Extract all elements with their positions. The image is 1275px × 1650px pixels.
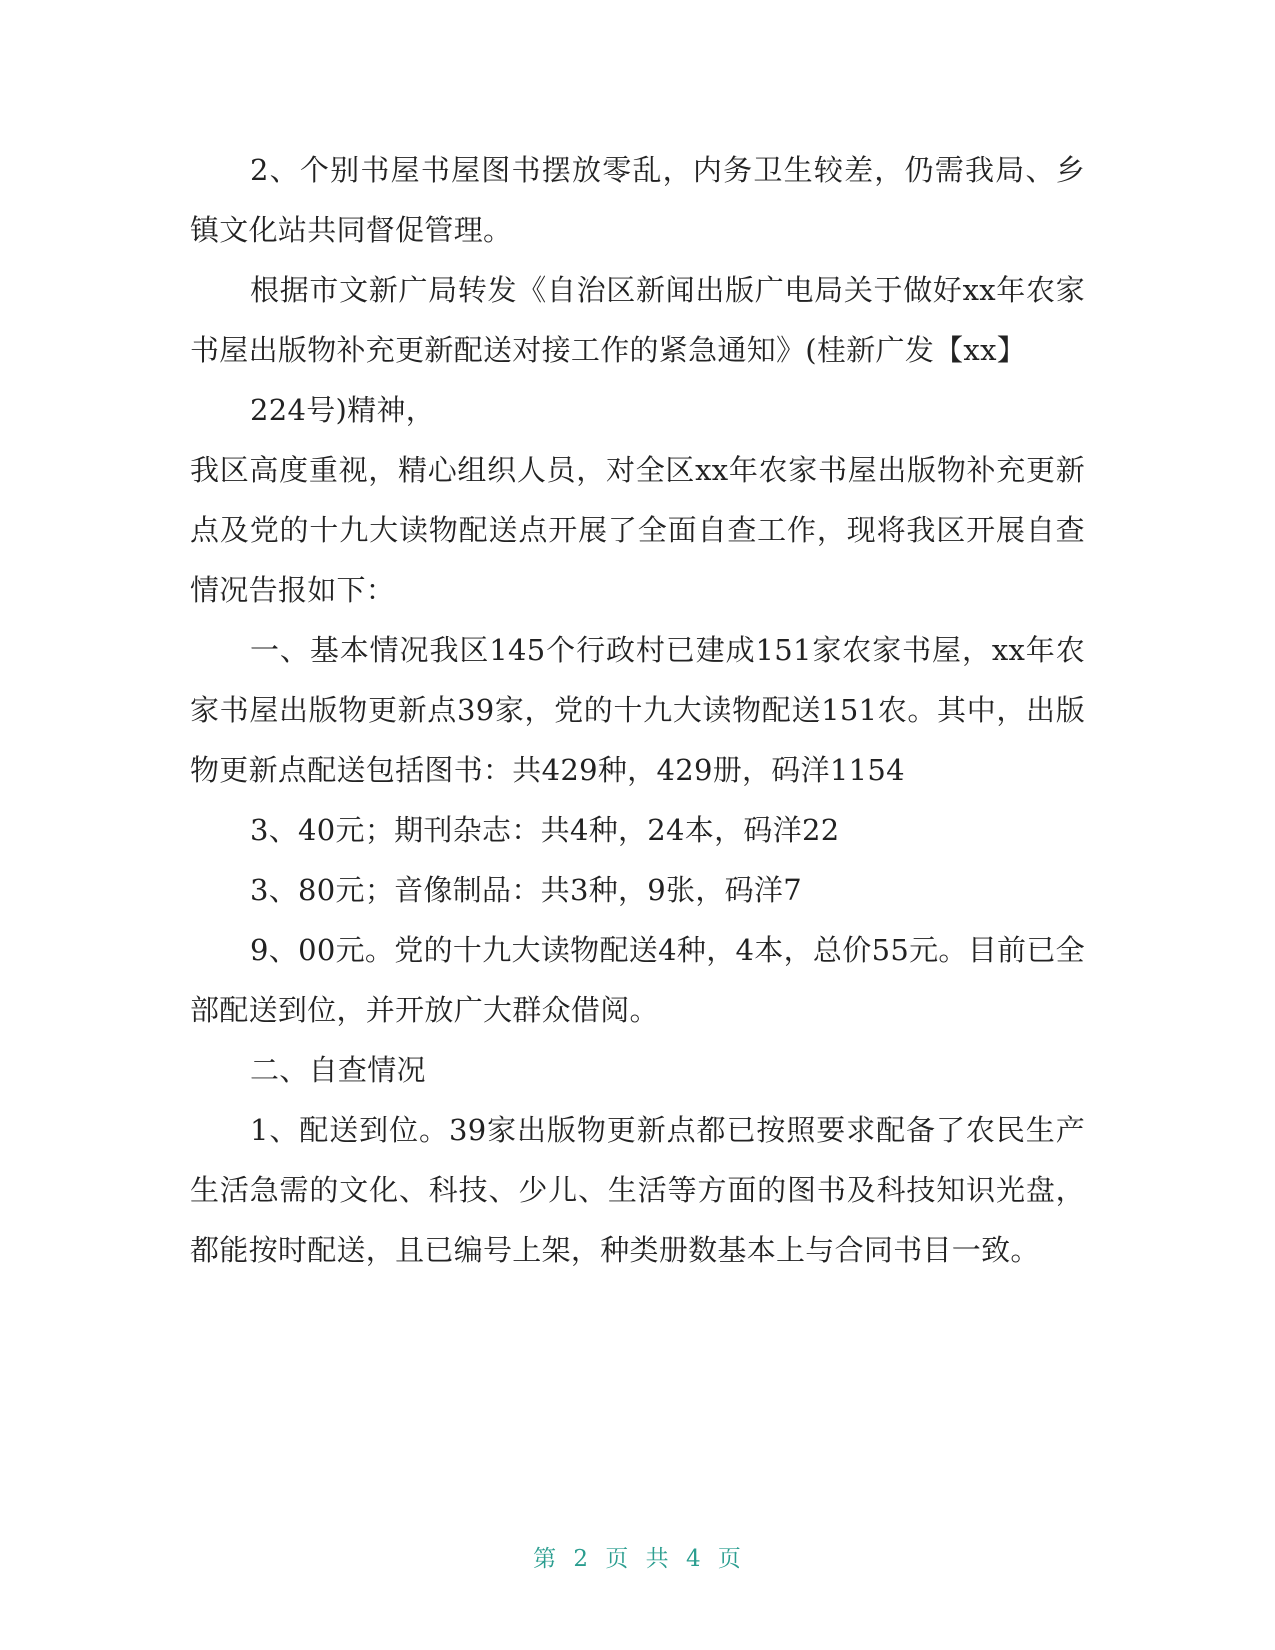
paragraph-4: 我区高度重视，精心组织人员，对全区xx年农家书屋出版物补充更新点及党的十九大读物配送点开展了全面自查工作，现将我区开展自查情况告报如下： [190,453,1085,607]
page-number-footer: 第 2 页 共 4 页 [533,1546,742,1572]
paragraph-3: 224号)精神， [250,393,436,427]
paragraph-2: 根据市文新广局转发《自治区新闻出版广电局关于做好xx年农家书屋出版物补充更新配送对接工作的紧急通知》(桂新广发【xx】 [190,273,1085,367]
paragraph-6: 3、40元；期刊杂志：共4种，24本，码洋22 [250,813,840,847]
paragraph-8: 9、00元。党的十九大读物配送4种，4本，总价55元。目前已全部配送到位，并开放广大群众借阅。 [190,933,1085,1027]
paragraph-5: 一、基本情况我区145个行政村已建成151家农家书屋，xx年农家书屋出版物更新点39家，党的十九大读物配送151农。其中，出版物更新点配送包括图书：共429种，429册，码洋1154 [190,633,1085,787]
paragraph-1: 2、个别书屋书屋图书摆放零乱，内务卫生较差，仍需我局、乡镇文化站共同督促管理。 [190,153,1085,247]
document-body [190,140,1085,1280]
paragraph-7: 3、80元；音像制品：共3种，9张，码洋7 [250,873,803,907]
section-heading-self-check: 二、自查情况 [250,1053,426,1087]
paragraph-10: 1、配送到位。39家出版物更新点都已按照要求配备了农民生产生活急需的文化、科技、少儿、生活等方面的图书及科技知识光盘，都能按时配送，且已编号上架，种类册数基本上与合同书目一致。 [190,1113,1085,1267]
